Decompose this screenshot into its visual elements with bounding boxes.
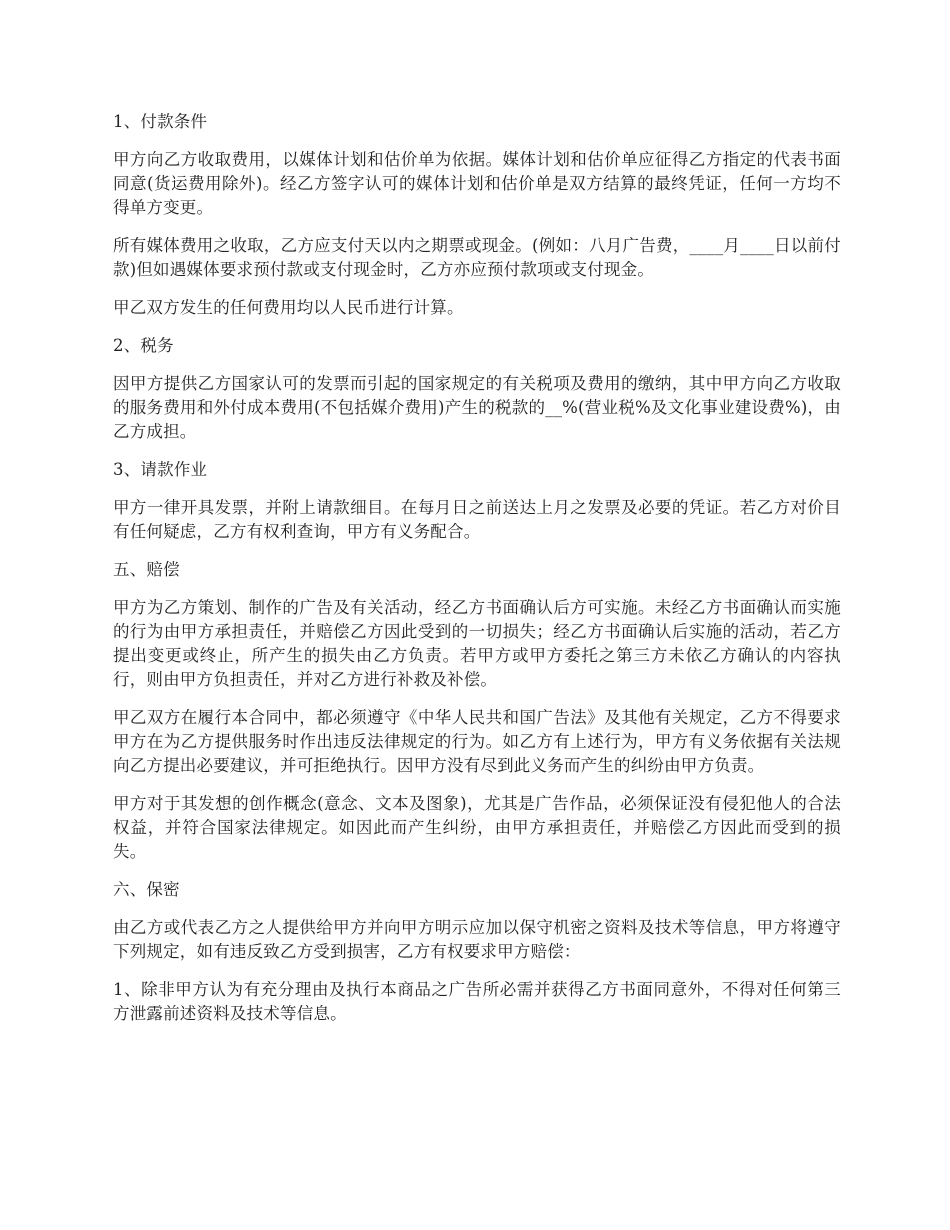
section-heading-tax: 2、税务 [113,336,174,355]
section-heading-invoice: 3、请款作业 [113,460,208,479]
paragraph-invoice: 甲方一律开具发票，并附上请款细目。在每月日之前送达上月之发票及必要的凭证。若乙方对价目有任何疑虑，乙方有权利查询，甲方有义务配合。 [113,498,841,541]
paragraph-compensation-2: 甲乙双方在履行本合同中，都必须遵守《中华人民共和国广告法》及其他有关规定，乙方不得要求甲方在为乙方提供服务时作出违反法律规定的行为。如乙方有上述行为，甲方有义务依据有关法规向乙方提出必要建议，并可拒绝执行。因甲方没有尽到此义务而产生的纠纷由甲方负责。 [113,708,841,775]
paragraph-confidentiality-2: 1、除非甲方认为有充分理由及执行本商品之广告所必需并获得乙方书面同意外，不得对任何第三方泄露前述资料及技术等信息。 [113,980,841,1023]
paragraph-media-fees: 所有媒体费用之收取，乙方应支付天以内之期票或现金。(例如：八月广告费，____月____日以前付款)但如遇媒体要求预付款或支付现金时，乙方亦应预付款项或支付现金。 [113,236,841,279]
paragraph-confidentiality-1: 由乙方或代表乙方之人提供给甲方并向甲方明示应加以保守机密之资料及技术等信息，甲方将遵守下列规定，如有违反致乙方受到损害，乙方有权要求甲方赔偿： [113,918,841,961]
paragraph-compensation-1: 甲方为乙方策划、制作的广告及有关活动，经乙方书面确认后方可实施。未经乙方书面确认而实施的行为由甲方承担责任，并赔偿乙方因此受到的一切损失；经乙方书面确认后实施的活动，若乙方提出变更或终止，所产生的损失由乙方负责。若甲方或甲方委托之第三方未依乙方确认的内容执行，则由甲方负担责任，并对乙方进行补救及补偿。 [113,598,841,689]
section-heading-compensation: 五、赔偿 [113,560,180,579]
section-heading-confidentiality: 六、保密 [113,880,180,899]
section-heading-payment: 1、付款条件 [113,112,208,131]
paragraph-compensation-3: 甲方对于其发想的创作概念(意念、文本及图象)，尤其是广告作品，必须保证没有侵犯他人的合法权益，并符合国家法律规定。如因此而产生纠纷，由甲方承担责任，并赔偿乙方因此而受到的损失。 [113,794,841,861]
paragraph-currency: 甲乙双方发生的任何费用均以人民币进行计算。 [113,298,464,317]
paragraph-tax: 因甲方提供乙方国家认可的发票而引起的国家规定的有关税项及费用的缴纳，其中甲方向乙方收取的服务费用和外付成本费用(不包括媒介费用)产生的税款的__%(营业税%及文化事业建设费%)，由乙方成担。 [113,374,841,441]
paragraph-payment-basis: 甲方向乙方收取费用，以媒体计划和估价单为依据。媒体计划和估价单应征得乙方指定的代表书面同意(货运费用除外)。经乙方签字认可的媒体计划和估价单是双方结算的最终凭证，任何一方均不得单方变更。 [113,150,841,217]
document-body [113,110,841,1040]
